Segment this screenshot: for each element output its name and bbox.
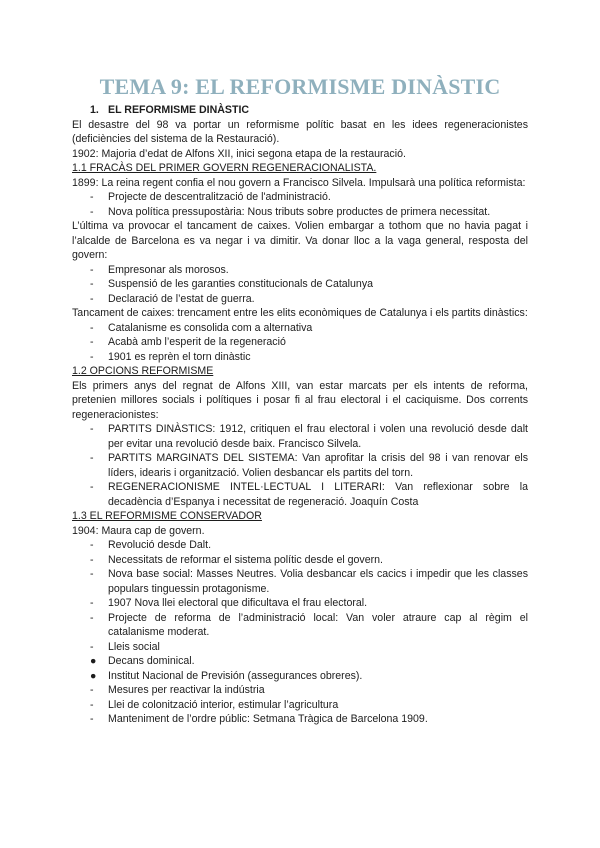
page-title: TEMA 9: EL REFORMISME DINÀSTIC (99, 74, 501, 99)
list-item: - Necessitats de reformar el sistema polític desde el govern. (90, 553, 383, 566)
dash-marker: - (90, 321, 94, 334)
list-item: - Manteniment de l’ordre públic: Setmana Tràgica de Barcelona 1909. (90, 713, 428, 725)
dash-marker: - (90, 350, 94, 363)
list-item: - REGENERACIONISME INTEL·LECTUAL I LITERARI: Van reflexionar sobre la decadència d’Espanya i necessitat de regeneració. Joaquín Costa (90, 481, 528, 508)
list-item: - Mesures per reactivar la indústria (90, 684, 265, 696)
list-item: - Llei de colonització interior, estimular l’agricultura (90, 698, 339, 711)
subsection-heading-1-2: 1.2 OPCIONS REFORMISME (72, 365, 214, 377)
dash-marker: - (90, 205, 94, 218)
list-item: - PARTITS DINÀSTICS: 1912, critiquen el frau electoral i volen una revolució desde dalt per evitar una revolució desde baix. Francisco Silvela. (90, 423, 528, 450)
bullet-list (72, 321, 528, 365)
bullet-list (72, 190, 528, 219)
list-item: - Revolució desde Dalt. (90, 539, 212, 551)
list-marker: ● (90, 655, 97, 667)
intro-paragraph-1: El desastre del 98 va portar un reformisme polític basat en les idees regeneracionistes (deficiències del sistema de la Restauració). (72, 118, 528, 145)
dash-marker: - (90, 292, 94, 305)
paragraph: Tancament de caixes: trencament entre les elits econòmiques de Catalunya i els partits dinàstics: (72, 307, 528, 319)
section-heading-1 (72, 103, 528, 118)
list-item: - PARTITS MARGINATS DEL SISTEMA: Van aprofitar la crisis del 98 i van renovar els líders, idearis i organització. Volien desbancar els partits del torn. (90, 452, 528, 479)
list-item: - 1907 Nova llei electoral que dificultava el frau electoral. (90, 597, 368, 609)
list-item: - Declaració de l’estat de guerra. (90, 292, 255, 305)
subsection-heading-1-1: 1.1 FRACÀS DEL PRIMER GOVERN REGENERACIONALISTA. (72, 162, 377, 174)
list-marker: - (90, 713, 94, 725)
bullet-list (72, 263, 528, 307)
list-item: - Catalanisme es consolida com a alternativa (90, 321, 313, 334)
list-marker: - (90, 611, 94, 624)
dash-marker: - (90, 263, 94, 276)
list-marker: - (90, 640, 94, 653)
dash-marker: - (90, 452, 94, 464)
dash-marker: - (90, 191, 94, 203)
list-item: ● Decans dominical. (90, 655, 195, 667)
subsection-heading-1-3: 1.3 EL REFORMISME CONSERVADOR (72, 510, 262, 522)
section-label: EL REFORMISME DINÀSTIC (108, 104, 250, 116)
list-marker: - (90, 539, 94, 551)
list-item: - Nova política pressupostària: Nous tributs sobre productes de primera necessitat. (90, 205, 491, 218)
paragraph: Els primers anys del regnat de Alfons XIII, van estar marcats per els intents de reforma, pretenien millores socials i polítiques i posar fi al frau electoral i el caciquisme. Dos corrents regeneracionistes: (72, 379, 528, 421)
list-marker: - (90, 684, 94, 696)
list-item: - Lleis social (90, 640, 160, 653)
list-item: ● Institut Nacional de Previsión (assegurances obreres). (90, 669, 363, 682)
bullet-list (72, 422, 528, 509)
paragraph: 1899: La reina regent confia el nou govern a Francisco Silvela. Impulsarà una política reformista: (72, 176, 526, 189)
list-item: - Projecte de descentralització de l'administració. (90, 191, 331, 203)
list-marker: - (90, 568, 94, 580)
list-item: - Nova base social: Masses Neutres. Volia desbancar els cacics i impedir que les classes populars tinguessin protagonisme. (90, 568, 528, 595)
paragraph: L’última va provocar el tancament de caixes. Volien embargar a tothom que no havia pagat i l’alcalde de Barcelona es va negar i va dimitir. Va donar lloc a la vaga general, resposta del govern: (72, 220, 528, 261)
dash-marker: - (90, 423, 94, 435)
list-item: - Empresonar als morosos. (90, 263, 229, 276)
list-item: - 1901 es reprèn el torn dinàstic (90, 350, 251, 363)
dash-marker: - (90, 336, 94, 348)
dash-marker: - (90, 278, 94, 290)
list-item: - Projecte de reforma de l’administració local: Van voler atraure cap al règim el catalanisme moderat. (90, 611, 528, 638)
list-marker: ● (90, 669, 97, 682)
list-item: - Suspensió de les garanties constitucionals de Catalunya (90, 278, 374, 290)
list-marker: - (90, 597, 94, 609)
list-item: - Acabà amb l’esperit de la regeneració (90, 336, 286, 348)
dash-marker: - (90, 481, 94, 493)
section-number: 1. (90, 104, 99, 116)
bullet-list (72, 538, 528, 727)
intro-paragraph-2: 1902: Majoria d’edat de Alfons XII, inici segona etapa de la restauració. (72, 147, 406, 160)
document-body (72, 103, 528, 727)
paragraph: 1904: Maura cap de govern. (72, 524, 205, 537)
list-marker: - (90, 698, 94, 711)
list-marker: - (90, 553, 94, 566)
